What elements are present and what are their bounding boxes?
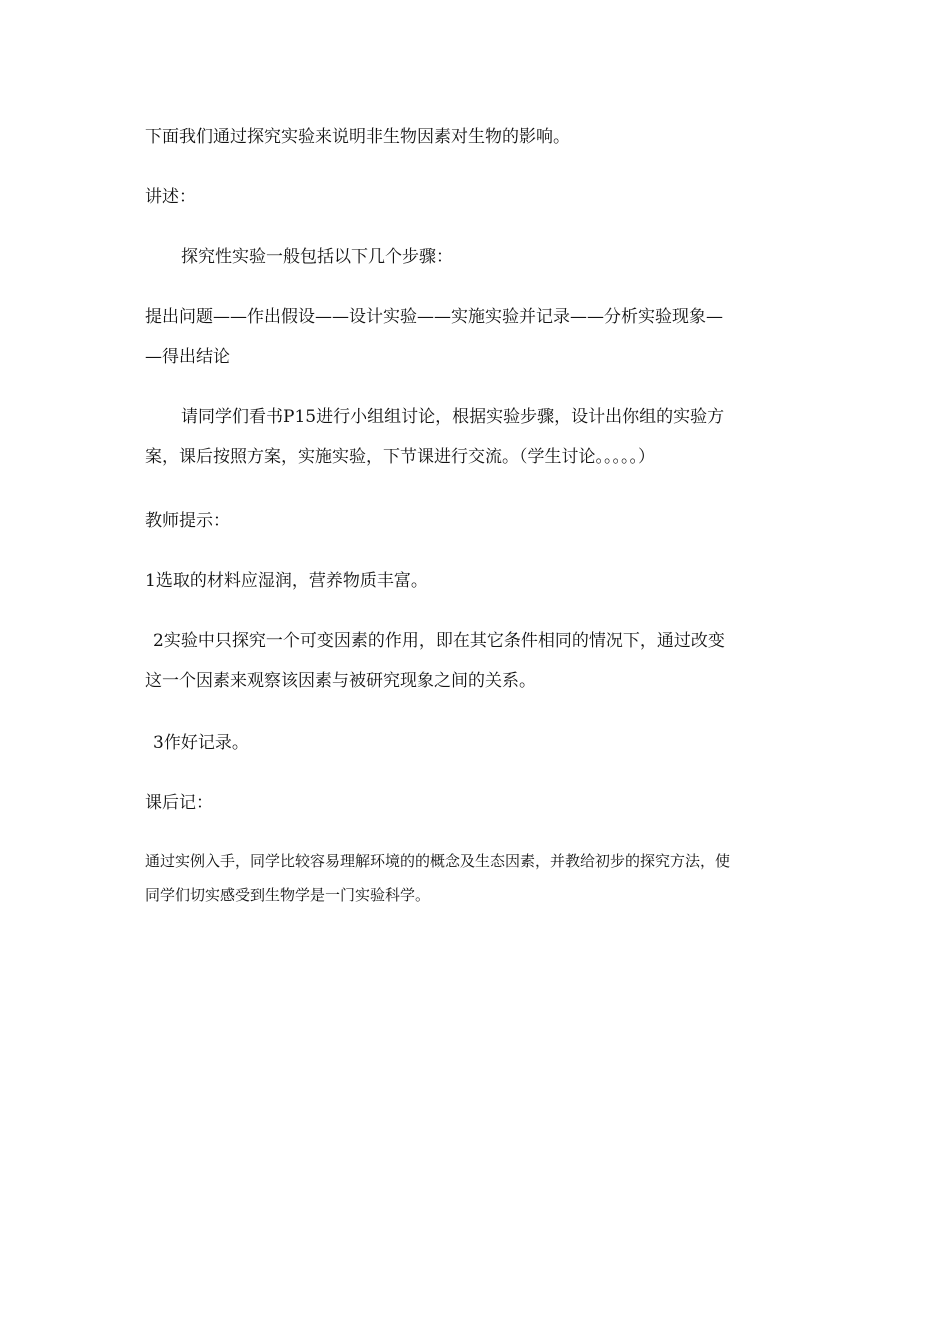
- paragraph-steps-line-1: 提出问题——作出假设——设计实验——实施实验并记录——分析实验现象—: [145, 307, 723, 327]
- tip-item-2-line-1: 2实验中只探究一个可变因素的作用，即在其它条件相同的情况下，通过改变: [153, 631, 725, 651]
- tip-item-1: [145, 568, 428, 594]
- paragraph-reflection: [145, 848, 730, 908]
- paragraph-steps-intro: [145, 244, 453, 270]
- heading-teacher-tips: [145, 508, 230, 534]
- paragraph-group-discussion-cont: [145, 444, 655, 470]
- tip-item-2: [145, 628, 725, 654]
- paragraph-group-discussion: [145, 404, 724, 430]
- heading-post-lesson: [145, 790, 213, 816]
- heading-narration: [145, 184, 196, 210]
- heading-narration-text: 讲述：: [145, 187, 196, 207]
- paragraph-reflection-line-1: 通过实例入手，同学比较容易理解环境的的概念及生态因素，并教给初步的探究方法，使: [145, 852, 731, 870]
- heading-teacher-tips-text: 教师提示：: [145, 511, 230, 531]
- paragraph-steps-intro-line: 探究性实验一般包括以下几个步骤：: [181, 247, 453, 267]
- paragraph-steps: [145, 304, 723, 370]
- document-page: [145, 0, 815, 1344]
- paragraph-intro-line: 下面我们通过探究实验来说明非生物因素对生物的影响。: [145, 127, 570, 147]
- paragraph-intro: [145, 124, 570, 150]
- tip-item-1-text: 1选取的材料应湿润，营养物质丰富。: [145, 571, 428, 591]
- heading-post-lesson-text: 课后记：: [145, 793, 213, 813]
- tip-item-2-cont: [145, 668, 536, 694]
- paragraph-group-discussion-line-2: 案，课后按照方案，实施实验，下节课进行交流。（学生讨论。。。。。）: [145, 447, 655, 467]
- tip-item-3-text: 3作好记录。: [153, 733, 249, 753]
- paragraph-reflection-line-2: 同学们切实感受到生物学是一门实验科学。: [145, 886, 431, 904]
- paragraph-steps-line-2: —得出结论: [145, 347, 230, 367]
- paragraph-group-discussion-line-1: 请同学们看书P15进行小组组讨论，根据实验步骤，设计出你组的实验方: [181, 407, 725, 427]
- tip-item-2-line-2: 这一个因素来观察该因素与被研究现象之间的关系。: [145, 671, 536, 691]
- tip-item-3: [145, 730, 249, 756]
